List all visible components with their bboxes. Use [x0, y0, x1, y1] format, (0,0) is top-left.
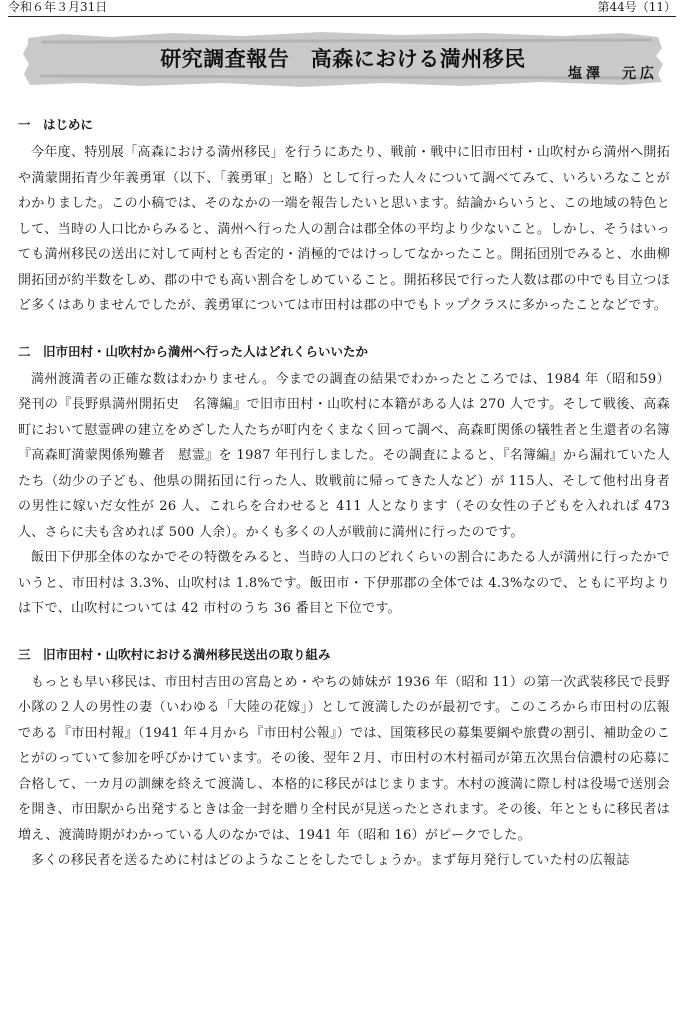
paragraph: 多くの移民者を送るために村はどのようなことをしたでしょうか。まず毎月発行していた村の広報誌	[31, 853, 630, 868]
paragraph: 飯田下伊那全体のなかでその特徴をみると、当時の人口のどれくらいの割合にあたる人が満州に行ったかでいうと、市田村は 3.3%、山吹村は 1.8%です。飯田市・下伊那郡の全体では 4.3%なので、ともに平均よりは下で、山吹村については 42 市村のうち 36 番目と下位です。	[18, 550, 670, 616]
article-author: 塩澤 元広	[568, 66, 658, 82]
section-heading: 二 旧市田村・山吹村から満州へ行った人はどれくらいいたか	[18, 343, 369, 359]
paragraph: もっとも早い移民は、市田村吉田の宮島とめ・やちの姉妹が 1936 年（昭和 11）の第一次武装移民で長野小隊の２人の男性の妻（いわゆる「大陸の花嫁」）として渡満したのが最初です。このころから市田村の広報である『市田村報』（1941 年４月から『市田村公報』）では、国策移民の募集要綱や旅費の割引、補助金のことがのっていて参加を呼びかけています。その後、翌年２月、市田村の木村福司が第五次黒台信濃村の応募に合格して、一カ月の訓練を終えて渡満し、本格的に移民がはじまります。木村の渡満に際し村は役場で送別会を開き、市田駅から出発するときは金一封を贈り全村民が見送ったとされます。その後、年とともに移民者は増え、渡満時期がわかっている人のなかでは、1941 年（昭和 16）がピークでした。	[18, 674, 670, 843]
issue-date: 令和６年３月31日	[8, 0, 108, 14]
paragraph: 今年度、特別展「高森における満州移民」を行うにあたり、戦前・戦中に旧市田村・山吹村から満州へ開拓や満蒙開拓青少年義勇軍（以下、「義勇軍」と略）として行った人々について調べてみて、いろいろなことがわかりました。この小稿では、そのなかの一端を報告したいと思います。結論からいうと、この地域の特色として、当時の人口比からみると、満州へ行った人の割合は郡全体の平均より少ないこと。しかし、そうはいっても満州移民の送出に対して両村とも否定的・消極的ではけっしてなかったこと。開拓団別でみると、水曲柳開拓団が約半数をしめ、郡の中でも高い割合をしめていること。開拓移民で行った人数は郡の中でも目立つほど多くはありませんでしたが、義勇軍については市田村は郡の中でもトップクラスに多かったことなどです。	[18, 145, 670, 313]
title-banner	[22, 30, 664, 88]
section-heading: 三 旧市田村・山吹村における満州移民送出の取り組み	[18, 646, 331, 662]
article-body	[18, 116, 670, 874]
issue-number: 第44号（11）	[597, 0, 676, 14]
section-village-efforts	[18, 646, 670, 874]
page-header	[8, 0, 676, 17]
section-introduction	[18, 116, 670, 319]
article-title: 研究調査報告 高森における満州移民	[160, 47, 526, 71]
section-heading: 一 はじめに	[18, 117, 94, 132]
paragraph: 満州渡満者の正確な数はわかりません。今までの調査の結果でわかったところでは、1984 年（昭和59）発刊の『長野県満州開拓史 名簿編』で旧市田村・山吹村に本籍がある人は 270 人です。そして戦後、高森町において慰霊碑の建立をめざした人たちが町内をくまなく回って調べ、高森町関係の犠牲者と生還者の名簿『高森町満蒙関係殉難者 慰霊』を 1987 年刊行しました。その調査によると、『名簿編』から漏れていた人たち（幼少の子ども、他県の開拓団に行った人、敗戦前に帰ってきた人など）が 115人、そして他村出身者の男性に嫁いだ女性が 26 人、これらを合わせると 411 人となります（その女性の子どもを入れれば 473 人、さらに夫も含めれば 500 人余）。かくも多くの人が戦前に満州に行ったのです。	[18, 371, 670, 540]
section-emigrant-count	[18, 343, 670, 622]
